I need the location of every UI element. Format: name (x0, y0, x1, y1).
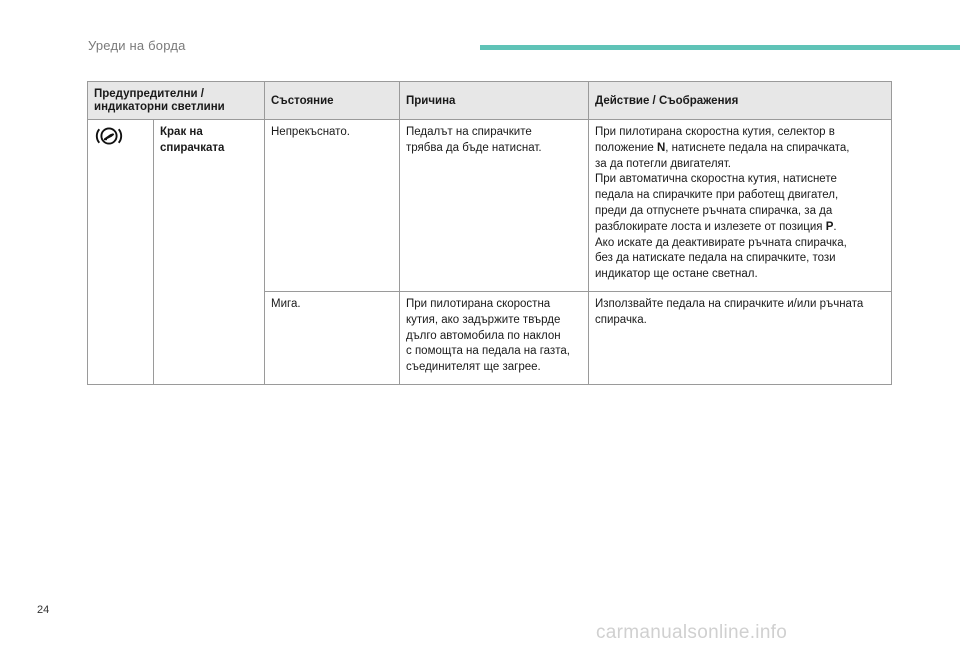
cause-line: с помощта на педала на газта, (406, 345, 570, 358)
action-line: спирачка. (595, 313, 647, 326)
action-line: разблокирате лоста и излезете от позиция P. (595, 220, 837, 233)
cause-line: При пилотирана скоростна (406, 297, 551, 310)
state-cell: Непрекъснато. (265, 120, 400, 292)
brake-pedal-warning-icon (94, 125, 124, 147)
column-header-action: Действие / Съображения (589, 82, 892, 120)
action-line: индикатор ще остане светнал. (595, 268, 758, 281)
action-line: Ако искате да деактивирате ръчната спирачка, (595, 236, 847, 249)
table-row (88, 120, 892, 292)
action-cell (589, 120, 892, 292)
column-header-lights: Предупредителни / индикаторни светлини (88, 82, 265, 120)
gear-letter: P (825, 220, 834, 233)
accent-bar (480, 45, 960, 50)
cause-line: трябва да бъде натиснат. (406, 141, 542, 154)
warning-icon-cell (88, 120, 154, 385)
action-line: преди да отпуснете ръчната спирачка, за да (595, 204, 833, 217)
action-line: педала на спирачките при работещ двигател, (595, 189, 839, 202)
cause-line: кутия, ако задържите твърде (406, 313, 561, 326)
watermark: carmanualsonline.info (596, 622, 788, 643)
section-title: Уреди на борда (88, 38, 186, 53)
state-cell: Мига. (265, 291, 400, 384)
action-line: за да потегли двигателят. (595, 157, 731, 170)
light-name (154, 120, 265, 385)
column-header-cause: Причина (400, 82, 589, 120)
cause-line: Педалът на спирачките (406, 126, 532, 138)
warning-lights-table (87, 81, 892, 385)
cause-line: дълго автомобила по наклон (406, 329, 561, 342)
gear-letter: N (656, 141, 666, 154)
cause-line: съединителят ще загрее. (406, 361, 541, 374)
action-line: При автоматична скоростна кутия, натиснете (595, 173, 837, 186)
column-header-state: Състояние (265, 82, 400, 120)
action-line: положение N, натиснете педала на спирачката, (595, 141, 850, 154)
cause-cell (400, 120, 589, 292)
action-line: При пилотирана скоростна кутия, селектор в (595, 126, 835, 138)
action-line: Използвайте педала на спирачките и/или ръчната (595, 297, 864, 310)
table-header-row (88, 82, 892, 120)
page-number: 24 (37, 604, 50, 616)
action-line: без да натискате педала на спирачките, този (595, 252, 836, 265)
action-cell (589, 291, 892, 384)
cause-cell (400, 291, 589, 384)
light-name-text: Крак на спирачката (160, 126, 225, 154)
